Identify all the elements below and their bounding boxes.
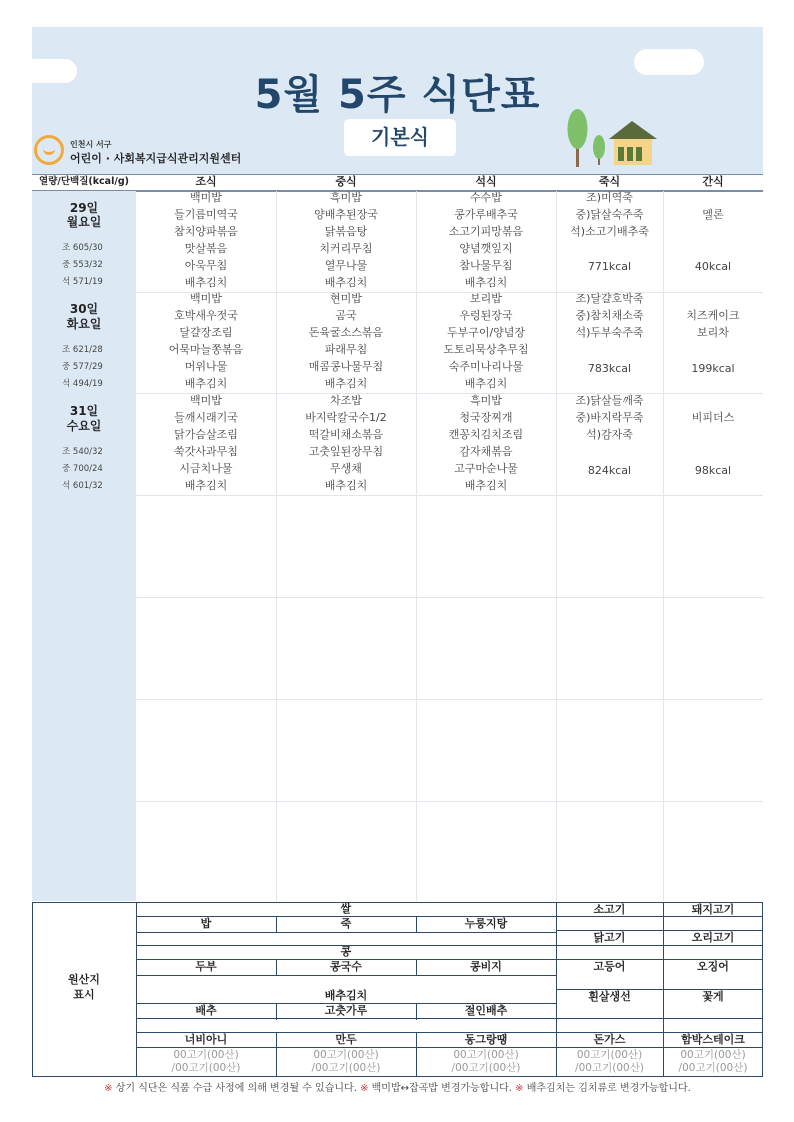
origin-bean-item: 콩비지 [470,960,502,973]
menu-item: 어묵마늘쫑볶음 [168,343,244,356]
origin-processed-item: 돈가스 [593,1033,626,1046]
origin-crab: 꽃게 [702,990,724,1003]
origin-beef: 소고기 [593,903,626,916]
menu-item: 콩가루배추국 [454,208,518,221]
origin-label [32,972,136,1002]
menu-item: 치커리무침 [319,242,373,255]
snack-item: 비피더스 [691,411,735,424]
col-dinner: 석식 [475,175,497,188]
nutrition-value: 석 494/19 [62,379,103,389]
origin-rice-item: 누룽지탕 [464,917,508,930]
origin-rice-item: 밥 [200,917,212,930]
origin-placeholder: 00고기(00산) [453,1049,519,1061]
menu-item: 떡갈비채소볶음 [308,428,384,441]
menu-item: 닭가슴살조림 [174,428,238,441]
origin-pork: 돼지고기 [691,903,735,916]
notice-text: 백미밥↔잡곡밥 변경가능합니다. [368,1083,516,1094]
day-weekday: 화요일 [66,317,102,331]
menu-item: 시금치나물 [179,462,233,475]
origin-kimchi-item: 절인배추 [464,1004,508,1017]
menu-item: 수수밥 [470,191,502,204]
menu-type-badge: 기본식 [344,119,456,156]
col-lunch: 중식 [335,175,357,188]
menu-item: 흑미밥 [330,191,362,204]
origin-rice: 쌀 [340,902,352,915]
menu-item: 백미밥 [190,394,222,407]
origin-hline [136,1018,763,1019]
nutrition-value: 조 605/30 [62,243,103,253]
menu-item: 달걀장조림 [179,326,233,339]
origin-hline [136,975,556,976]
porridge-item: 석)두부숙주죽 [575,326,644,339]
day-date: 29일 [69,201,99,215]
origin-placeholder: /00고기(00산) [171,1062,241,1074]
menu-item: 아욱무침 [184,259,228,272]
col-snack: 간식 [702,175,724,188]
menu-item: 들기름미역국 [174,208,238,221]
notice-mark: ※ [515,1083,524,1094]
menu-item: 보리밥 [470,292,502,305]
menu-item: 백미밥 [190,191,222,204]
origin-processed-item: 만두 [335,1033,357,1046]
col-energy: 열량/단백질(kcal/g) [39,176,129,187]
origin-label-line2: 표시 [73,988,95,1001]
menu-item: 배추김치 [324,276,368,289]
menu-item: 양배추된장국 [314,208,378,221]
snack-kcal: 199kcal [691,362,735,375]
origin-rice-item: 죽 [340,917,352,930]
menu-item: 현미밥 [330,292,362,305]
menu-item: 참치양파볶음 [174,225,238,238]
menu-item: 닭볶음탕 [324,225,368,238]
day-date: 31일 [69,404,99,418]
menu-item: 호박새우젓국 [174,309,238,322]
col-breakfast: 조식 [195,175,217,188]
org-region: 인천시 서구 [70,140,112,149]
porridge-item: 석)감자죽 [586,428,633,441]
tree-house-illustration-icon [562,107,662,169]
origin-processed-item: 너비아니 [184,1033,228,1046]
origin-label-line1: 원산지 [68,973,100,986]
menu-item: 바지락칼국수1/2 [305,411,387,424]
origin-bean: 콩 [340,945,352,958]
col-porridge: 죽식 [598,175,621,188]
origin-bean-item: 콩국수 [330,960,362,973]
nutrition-value: 중 553/32 [62,260,103,270]
date-column [32,191,136,901]
menu-item: 두부구이/양념장 [446,326,526,339]
menu-item: 숙주미나리나물 [448,360,524,373]
menu-item: 캔꽁치김치조림 [448,428,524,441]
origin-placeholder: /00고기(00산) [451,1062,521,1074]
menu-item: 맛살볶음 [184,242,228,255]
nutrition-value: 석 601/32 [62,481,103,491]
origin-placeholder: /00고기(00산) [575,1062,644,1074]
origin-kimchi-item: 배추 [195,1004,217,1017]
porridge-item: 중)바지락무죽 [575,411,644,424]
header-banner [32,27,763,174]
porridge-item: 조)닭살들깨죽 [575,394,644,407]
origin-fish: 흰살생선 [588,990,631,1003]
menu-item: 우렁된장국 [459,309,513,322]
origin-bean-item: 두부 [195,960,217,973]
nutrition-value: 조 621/28 [62,345,103,355]
menu-item: 소고기피망볶음 [448,225,524,238]
snack-kcal: 98kcal [694,464,732,477]
grid-hline [136,699,763,700]
menu-item: 도토리묵상추무침 [443,343,529,356]
origin-placeholder: /00고기(00산) [678,1062,748,1074]
day-date: 30일 [69,302,99,316]
origin-processed-item: 함박스테이크 [681,1033,745,1046]
origin-placeholder: 00고기(00산) [173,1049,239,1061]
menu-item: 흑미밥 [470,394,502,407]
menu-item: 들깨시래기국 [174,411,238,424]
menu-item: 배추김치 [324,479,368,492]
porridge-kcal: 771kcal [587,260,632,273]
origin-placeholder: /00고기(00산) [311,1062,381,1074]
org-logo [34,135,242,169]
origin-duck: 오리고기 [691,931,735,944]
snack-item: 보리차 [697,326,729,339]
menu-item: 배추김치 [184,479,228,492]
notice-mark: ※ [104,1083,113,1094]
menu-item: 열무나물 [324,259,368,272]
menu-item: 파래무침 [324,343,368,356]
origin-placeholder: 00고기(00산) [576,1049,643,1061]
grid-vline [663,191,664,901]
menu-item: 머위나물 [184,360,228,373]
porridge-item: 석)소고기배추죽 [570,225,649,238]
nutrition-value: 중 700/24 [62,464,103,474]
menu-item: 감자채볶음 [459,445,513,458]
menu-item: 고구마순나물 [454,462,518,475]
porridge-kcal: 824kcal [587,464,632,477]
org-name: 어린이 · 사회복지급식관리지원센터 [70,152,242,165]
origin-placeholder: 00고기(00산) [313,1049,379,1061]
origin-chicken: 닭고기 [593,931,626,944]
origin-processed-item: 동그랑땡 [464,1033,508,1046]
menu-item: 고춧잎된장무침 [308,445,384,458]
origin-kimchi-item: 고춧가루 [324,1004,368,1017]
menu-item: 매콤콩나물무침 [308,360,384,373]
grid-hline [136,495,763,496]
day-weekday: 월요일 [66,215,102,229]
notice-text: 상기 식단은 식품 수급 사정에 의해 변경될 수 있습니다. [112,1083,361,1094]
menu-item: 배추김치 [464,377,508,390]
origin-hline [136,1047,763,1048]
menu-item: 백미밥 [190,292,222,305]
menu-item: 돈육굴소스볶음 [308,326,384,339]
snack-item: 치즈케이크 [686,309,740,322]
page-title: 5월 5주 식단표 [254,72,541,118]
day-weekday: 수요일 [66,419,102,433]
menu-item: 배추김치 [464,276,508,289]
porridge-kcal: 783kcal [587,362,632,375]
origin-placeholder: 00고기(00산) [680,1049,746,1061]
menu-item: 참나물무침 [459,259,513,272]
porridge-item: 중)참치채소죽 [575,309,644,322]
porridge-item: 중)닭살숙주죽 [575,208,644,221]
nutrition-value: 석 571/19 [62,277,103,287]
menu-item: 무생채 [330,462,362,475]
menu-item: 배추김치 [184,276,228,289]
menu-item: 청국장찌개 [459,411,513,424]
snack-item: 멜론 [702,208,724,221]
grid-hline [136,801,763,802]
smile-logo-icon [34,135,64,165]
origin-kimchi: 배추김치 [324,989,368,1002]
notice-text: 배추김치는 김치류로 변경가능합니다. [523,1083,691,1094]
menu-item: 양념깻잎지 [459,242,513,255]
menu-item: 배추김치 [184,377,228,390]
footer-notice [32,1079,763,1094]
porridge-item: 조)달걀호박죽 [575,292,644,305]
menu-item: 배추김치 [324,377,368,390]
menu-item: 쑥갓사과무침 [174,445,238,458]
menu-item: 곰국 [335,309,357,322]
snack-kcal: 40kcal [694,260,732,273]
nutrition-value: 중 577/29 [62,362,103,372]
origin-squid: 오징어 [697,960,729,973]
porridge-item: 조)미역죽 [586,191,633,204]
origin-mackerel: 고등어 [593,960,626,973]
menu-item: 차조밥 [330,394,362,407]
grid-hline [136,597,763,598]
nutrition-value: 조 540/32 [62,447,103,457]
notice-mark: ※ [360,1083,369,1094]
menu-item: 배추김치 [464,479,508,492]
origin-hline [136,932,556,933]
